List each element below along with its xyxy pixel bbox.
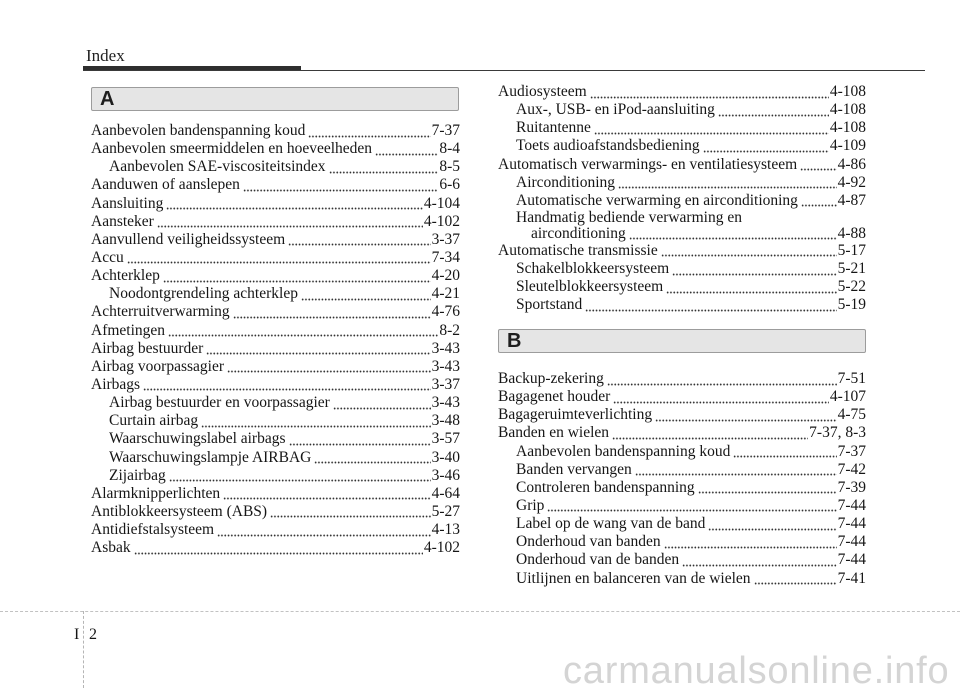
page-reference: 3-43 [431, 357, 460, 375]
page-reference: 7-39 [837, 478, 866, 496]
crop-mark-vertical [83, 611, 84, 688]
leader-dots [169, 467, 431, 485]
page-title: Index [86, 46, 125, 65]
page-reference: 4-86 [837, 155, 866, 173]
index-subentry [498, 497, 866, 515]
index-column-right-section-a [498, 83, 866, 315]
entry-label: Accu [91, 248, 124, 266]
leader-dots [289, 430, 431, 448]
index-entry [91, 358, 460, 376]
leader-dots [333, 394, 431, 412]
index-subentry [498, 210, 866, 226]
index-entry [498, 156, 866, 174]
leader-dots [672, 260, 836, 278]
leader-dots [168, 322, 438, 340]
index-entry [498, 370, 866, 388]
index-entry [91, 521, 460, 539]
entry-label: Aanbevolen smeermiddelen en hoeveelheden [91, 140, 373, 158]
index-entry [498, 242, 866, 260]
entry-label: Antidiefstalsysteem [91, 521, 215, 539]
entry-label: Backup-zekering [498, 370, 604, 387]
leader-dots [227, 358, 431, 376]
entry-label: Aansteker [91, 212, 154, 230]
index-subentry [91, 394, 460, 412]
index-entry [91, 303, 460, 321]
entry-label: Aanbevolen bandenspanning koud [516, 442, 731, 460]
leader-dots [329, 158, 439, 176]
index-subentry [498, 515, 866, 533]
entry-label: Achterruitverwarming [91, 303, 230, 321]
index-subentry [498, 260, 866, 278]
leader-dots [635, 461, 837, 479]
entry-label: Aux-, USB- en iPod-aansluiting [516, 101, 715, 119]
entry-label: Airbags [91, 375, 141, 393]
entry-label: Sleutelblokkeersysteem [516, 278, 664, 296]
index-entry [498, 406, 866, 424]
index-subentry [498, 533, 866, 551]
entry-label: Uitlijnen en balanceren van de wielen [516, 569, 751, 587]
index-subentry [498, 296, 866, 314]
page-reference: 7-44 [837, 533, 866, 551]
watermark: carmanualsonline.info [563, 650, 950, 689]
page-reference: 3-48 [431, 412, 460, 430]
entry-label: Handmatig bediende verwarming en [516, 208, 742, 226]
entry-label: Airbag voorpassagier [91, 357, 224, 375]
page-reference: 8-4 [439, 140, 460, 158]
index-entry [91, 176, 460, 194]
entry-label: Onderhoud van banden [516, 533, 661, 551]
leader-dots [206, 340, 430, 358]
entry-label: Audiosysteem [498, 83, 587, 100]
entry-label: Controleren bandenspanning [516, 478, 695, 496]
entry-label-continuation: airconditioning [531, 224, 626, 242]
entry-label: Airconditioning [516, 173, 616, 191]
index-entry [91, 340, 460, 358]
leader-dots [708, 515, 836, 533]
entry-label: Automatisch verwarmings- en ventilatiesysteem [498, 155, 798, 173]
leader-dots [664, 533, 837, 551]
leader-dots [217, 521, 430, 539]
index-entry [91, 249, 460, 267]
entry-label: Banden vervangen [516, 460, 632, 478]
page-reference: 4-75 [837, 406, 866, 424]
leader-dots [590, 83, 829, 101]
page-reference: 3-43 [431, 394, 460, 412]
entry-label: Achterklep [91, 267, 160, 285]
leader-dots [288, 231, 430, 249]
page-reference: 4-108 [829, 83, 866, 100]
index-entry [91, 195, 460, 213]
index-entry [91, 503, 460, 521]
index-entry [498, 388, 866, 406]
leader-dots [223, 485, 430, 503]
page-reference: 4-108 [829, 101, 866, 119]
page-reference: 8-2 [439, 321, 460, 339]
page-reference: 3-37 [431, 375, 460, 393]
leader-dots [800, 156, 836, 174]
leader-dots [612, 424, 808, 442]
leader-dots [134, 539, 423, 557]
entry-label: Grip [516, 496, 545, 514]
leader-dots [585, 296, 836, 314]
crop-mark-horizontal [0, 611, 960, 612]
entry-label: Bagagenet houder [498, 388, 611, 406]
entry-label: Antiblokkeersysteem (ABS) [91, 502, 268, 520]
leader-dots [314, 449, 430, 467]
page-reference: 4-76 [431, 303, 460, 321]
leader-dots [301, 285, 431, 303]
leader-dots [594, 119, 829, 137]
index-entry [498, 83, 866, 101]
footer-section-letter: I [74, 626, 80, 643]
page-reference: 7-44 [837, 496, 866, 514]
section-letter: A [100, 88, 115, 110]
index-entry [91, 140, 460, 158]
page-reference: 5-22 [837, 278, 866, 296]
index-subentry [498, 278, 866, 296]
leader-dots [666, 278, 836, 296]
leader-dots [243, 176, 438, 194]
index-subentry-continuation [498, 226, 866, 242]
index-subentry [498, 551, 866, 569]
header-rule-thin [83, 70, 925, 71]
leader-dots [166, 195, 422, 213]
index-entry [498, 424, 866, 442]
page-reference: 7-42 [837, 460, 866, 478]
page-reference: 3-46 [431, 466, 460, 484]
entry-label: Automatische transmissie [498, 241, 658, 259]
index-subentry [91, 430, 460, 448]
entry-label: Waarschuwingslampje AIRBAG [109, 448, 312, 466]
page-reference: 4-108 [829, 119, 866, 137]
entry-label: Aanduwen of aanslepen [91, 176, 240, 194]
index-subentry [498, 137, 866, 155]
index-subentry [498, 174, 866, 192]
page-reference: 4-13 [431, 521, 460, 539]
entry-label: Ruitantenne [516, 119, 591, 137]
leader-dots [698, 479, 837, 497]
page-reference: 5-21 [837, 260, 866, 278]
index-subentry [498, 461, 866, 479]
page-reference: 3-37 [431, 230, 460, 248]
entry-label: Noodontgrendeling achterklep [109, 285, 298, 303]
page-reference: 5-17 [837, 241, 866, 259]
index-subentry [91, 449, 460, 467]
page-reference: 4-102 [423, 539, 460, 557]
entry-label: Aanbevolen SAE-viscositeitsindex [109, 158, 326, 176]
leader-dots [661, 242, 837, 260]
leader-dots [801, 192, 837, 210]
entry-label: Schakelblokkeersysteem [516, 260, 670, 278]
entry-label: Aansluiting [91, 194, 164, 212]
index-subentry [498, 192, 866, 210]
entry-label: Airbag bestuurder en voorpassagier [109, 394, 330, 412]
section-heading-a [91, 87, 459, 111]
page-reference: 3-57 [431, 430, 460, 448]
page-reference: 3-40 [431, 448, 460, 466]
index-subentry [498, 443, 866, 461]
index-entry [91, 539, 460, 557]
page-reference: 4-102 [423, 212, 460, 230]
index-subentry [498, 570, 866, 588]
section-heading-b [498, 329, 866, 353]
entry-label: Waarschuwingslabel airbags [109, 430, 286, 448]
entry-label: Airbag bestuurder [91, 339, 204, 357]
index-entry [91, 267, 460, 285]
page-reference: 7-37 [837, 442, 866, 460]
entry-label: Banden en wielen [498, 424, 610, 442]
page-reference: 8-5 [439, 158, 460, 176]
leader-dots [703, 137, 829, 155]
entry-label: Alarmknipperlichten [91, 484, 221, 502]
entry-label: Curtain airbag [109, 412, 199, 430]
entry-label: Label op de wang van de band [516, 515, 706, 533]
leader-dots [201, 412, 430, 430]
page-reference: 4-92 [837, 173, 866, 191]
index-entry [91, 485, 460, 503]
entry-label: Sportstand [516, 296, 583, 314]
footer-page-number: 2 [89, 626, 97, 643]
page-reference: 4-107 [829, 388, 866, 406]
index-subentry [498, 119, 866, 137]
page-reference: 3-43 [431, 339, 460, 357]
index-entry [91, 122, 460, 140]
page-reference: 5-27 [431, 502, 460, 520]
page-reference: 4-88 [837, 224, 866, 242]
leader-dots [629, 226, 837, 242]
leader-dots [143, 376, 431, 394]
leader-dots [375, 140, 438, 158]
page-reference: 4-21 [431, 285, 460, 303]
index-column-right-section-b [498, 370, 866, 588]
leader-dots [733, 443, 836, 461]
page-reference: 6-6 [439, 176, 460, 194]
entry-label: Automatische verwarming en airconditioning [516, 191, 798, 209]
index-entry [91, 231, 460, 249]
index-entry [91, 213, 460, 231]
page-reference: 7-41 [837, 569, 866, 587]
leader-dots [754, 570, 837, 588]
entry-label: Aanbevolen bandenspanning koud [91, 122, 306, 139]
page-reference: 5-19 [837, 296, 866, 314]
page-reference: 7-34 [431, 248, 460, 266]
page-reference: 4-109 [829, 137, 866, 155]
leader-dots [607, 370, 837, 388]
leader-dots [163, 267, 431, 285]
leader-dots [547, 497, 836, 515]
leader-dots [308, 122, 430, 140]
page-reference: 7-44 [837, 515, 866, 533]
leader-dots [618, 174, 837, 192]
index-subentry [91, 467, 460, 485]
index-entry [91, 322, 460, 340]
leader-dots [233, 303, 431, 321]
index-subentry [91, 285, 460, 303]
page-reference: 4-20 [431, 267, 460, 285]
leader-dots [157, 213, 423, 231]
section-letter: B [507, 330, 522, 352]
index-column-left [91, 122, 460, 557]
leader-dots [270, 503, 431, 521]
entry-label: Onderhoud van de banden [516, 551, 680, 569]
leader-dots [682, 551, 836, 569]
entry-label: Toets audioafstandsbediening [516, 137, 700, 155]
index-subentry [498, 101, 866, 119]
index-subentry [91, 158, 460, 176]
index-subentry [498, 479, 866, 497]
index-entry [91, 376, 460, 394]
index-subentry [91, 412, 460, 430]
leader-dots [613, 388, 828, 406]
page-reference: 4-87 [837, 191, 866, 209]
page-reference: 7-37 [431, 122, 460, 139]
entry-label: Afmetingen [91, 321, 166, 339]
entry-label: Aanvullend veiligheidssysteem [91, 230, 286, 248]
page-reference: 7-44 [837, 551, 866, 569]
leader-dots [718, 101, 829, 119]
entry-label: Zijairbag [109, 466, 166, 484]
entry-label: Asbak [91, 539, 131, 557]
page-reference: 7-37, 8-3 [809, 424, 866, 442]
page-reference: 4-104 [423, 194, 460, 212]
leader-dots [127, 249, 431, 267]
page-reference: 7-51 [837, 370, 866, 387]
page-reference: 4-64 [431, 484, 460, 502]
leader-dots [655, 406, 836, 424]
entry-label: Bagageruimteverlichting [498, 406, 653, 424]
